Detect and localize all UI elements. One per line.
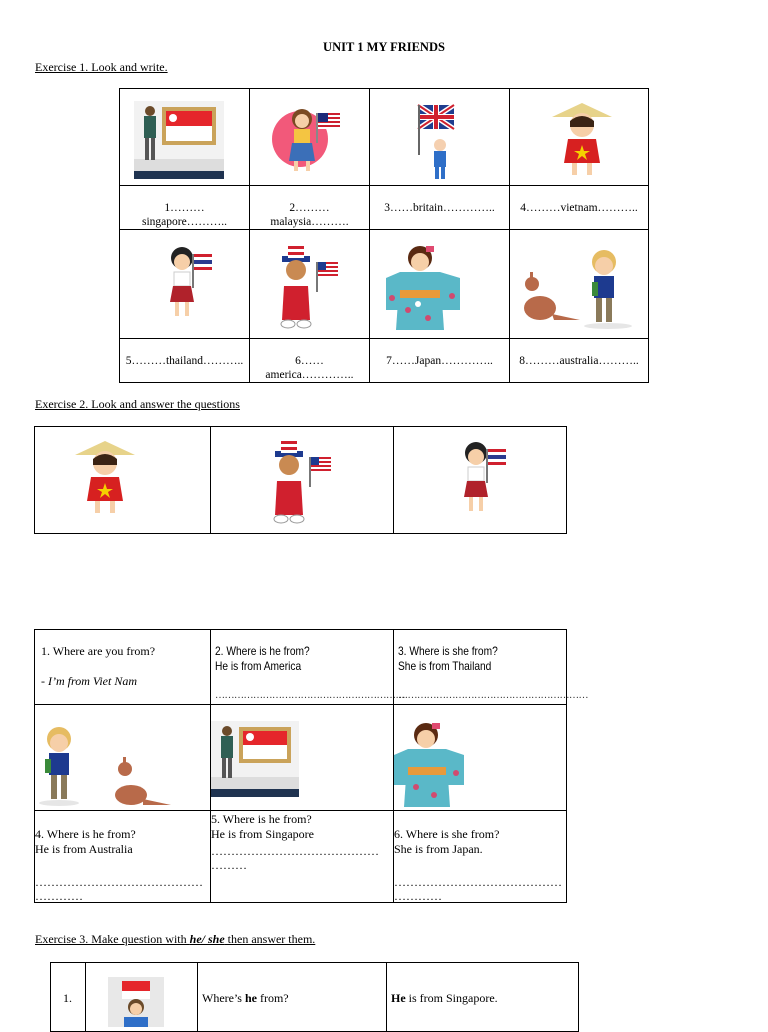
ex1-answer-6a: 6…… (295, 355, 324, 367)
ex2-answer-1: - I’m from Viet Nam (41, 674, 137, 688)
ex2-q-cell-1 (34, 629, 211, 705)
boy-britain-flag-icon (414, 103, 464, 183)
ex3-number: 1. (63, 991, 72, 1005)
ex1-answer-5: 5………thailand……….. (125, 355, 244, 367)
ex1-answer-7: 7……Japan………….. (386, 355, 493, 367)
boy-australia-kangaroo-icon (518, 244, 640, 330)
ex1-answer-3: 3……britain………….. (384, 202, 495, 214)
ex2-answer-2: He is from America (215, 659, 302, 673)
ex2-question-5: 5. Where is he from? (211, 812, 312, 826)
ex1-pic-cell-8 (509, 229, 649, 339)
ex2-answer-4: He is from Australia (35, 842, 133, 856)
ex2-pic-cell-3 (393, 426, 567, 534)
ex2-answer-line-6b: ………… (394, 889, 442, 903)
ex2-answer-line-3: …………………………………………………… (398, 690, 588, 701)
page-title: UNIT 1 MY FRIENDS (323, 40, 445, 54)
ex2-question-2: 2. Where is he from? (215, 644, 310, 658)
ex2-q-cell-2 (210, 629, 405, 705)
ex1-label-cell-5 (119, 338, 250, 383)
ex1-answer-8: 8………australia……….. (519, 355, 639, 367)
exercise-2-heading: Exercise 2. Look and answer the questions (35, 397, 240, 411)
ex3-question: Where’s he from? (202, 991, 289, 1005)
ex2-answer-line-5a: …………………………………… (211, 844, 379, 858)
ex3-pic-cell (85, 962, 198, 1032)
ex2-q-cell-4 (34, 810, 211, 903)
ex1-label-cell-6 (249, 338, 370, 383)
ex1-pic-cell-4 (509, 88, 649, 186)
ex1-label-cell-4 (509, 185, 649, 230)
ex2-answer-line-6a: …………………………………… (394, 875, 562, 889)
ex1-answer-2b: malaysia………. (270, 216, 349, 228)
ex2-pic-cell-6 (393, 704, 567, 811)
ex2-question-1: 1. Where are you from? (41, 644, 156, 658)
ex3-answer: He is from Singapore. (391, 991, 498, 1005)
ex1-pic-cell-5 (119, 229, 250, 339)
ex1-pic-cell-7 (369, 229, 510, 339)
ex1-label-cell-3 (369, 185, 510, 230)
ex2-answer-5: He is from Singapore (211, 827, 314, 841)
girl-thailand-flag-icon (160, 244, 216, 328)
ex2-pic-cell-4 (34, 704, 211, 811)
boy-singapore-flag-icon (134, 101, 224, 179)
exercise-3-heading: Exercise 3. Make question with he/ she then answer them. (35, 932, 316, 946)
ex1-pic-cell-6 (249, 229, 370, 339)
ex2-q-cell-3 (393, 629, 588, 705)
ex1-answer-2a: 2……… (289, 202, 330, 214)
boy-singapore-flag-icon (211, 721, 299, 797)
ex1-label-cell-2 (249, 185, 370, 230)
ex2-question-4: 4. Where is he from? (35, 827, 136, 841)
ex3-number-cell (50, 962, 86, 1032)
ex2-answer-line-2: …………………………………………………… (215, 690, 405, 701)
ex1-pic-cell-2 (249, 88, 370, 186)
girl-vietnam-hat-icon (550, 101, 614, 183)
ex2-answer-line-4b: ………… (35, 889, 83, 903)
ex2-pic-cell-1 (34, 426, 211, 534)
ex2-question-6: 6. Where is she from? (394, 827, 500, 841)
ex2-answer-line-5b: ……… (211, 858, 247, 872)
boy-america-hat-icon (272, 242, 348, 334)
ex2-q-cell-6 (393, 810, 567, 903)
ex2-answer-6: She is from Japan. (394, 842, 483, 856)
ex2-answer-3: She is from Thailand (398, 659, 492, 673)
ex1-answer-6b: america………….. (265, 369, 354, 381)
ex3-answer-cell (386, 962, 579, 1032)
ex2-pic-cell-5 (210, 704, 394, 811)
boy-america-hat-icon (265, 437, 341, 529)
girl-japan-kimono-icon (384, 240, 464, 336)
ex2-question-3: 3. Where is she from? (398, 644, 498, 658)
boy-australia-kangaroo-icon (37, 723, 173, 809)
ex1-label-cell-7 (369, 338, 510, 383)
boy-singapore-flag-icon (108, 977, 164, 1027)
ex3-question-cell (197, 962, 387, 1032)
ex3-heading-emphasis: he/ she (189, 932, 225, 946)
ex1-answer-1b: singapore……….. (142, 216, 227, 228)
ex1-label-cell-1 (119, 185, 250, 230)
ex1-pic-cell-1 (119, 88, 250, 186)
exercise-1-heading: Exercise 1. Look and write. (35, 60, 168, 74)
ex1-label-cell-8 (509, 338, 649, 383)
ex1-pic-cell-3 (369, 88, 510, 186)
girl-malaysia-flag-icon (270, 103, 350, 179)
ex2-pic-cell-2 (210, 426, 394, 534)
ex2-answer-line-4a: …………………………………… (35, 875, 203, 889)
girl-thailand-flag-icon (454, 439, 510, 523)
girl-japan-kimono-icon (394, 717, 466, 811)
ex1-answer-4: 4………vietnam……….. (520, 202, 638, 214)
ex1-answer-1a: 1……… (164, 202, 205, 214)
girl-vietnam-hat-icon (73, 439, 137, 521)
ex2-q-cell-5 (210, 810, 394, 903)
